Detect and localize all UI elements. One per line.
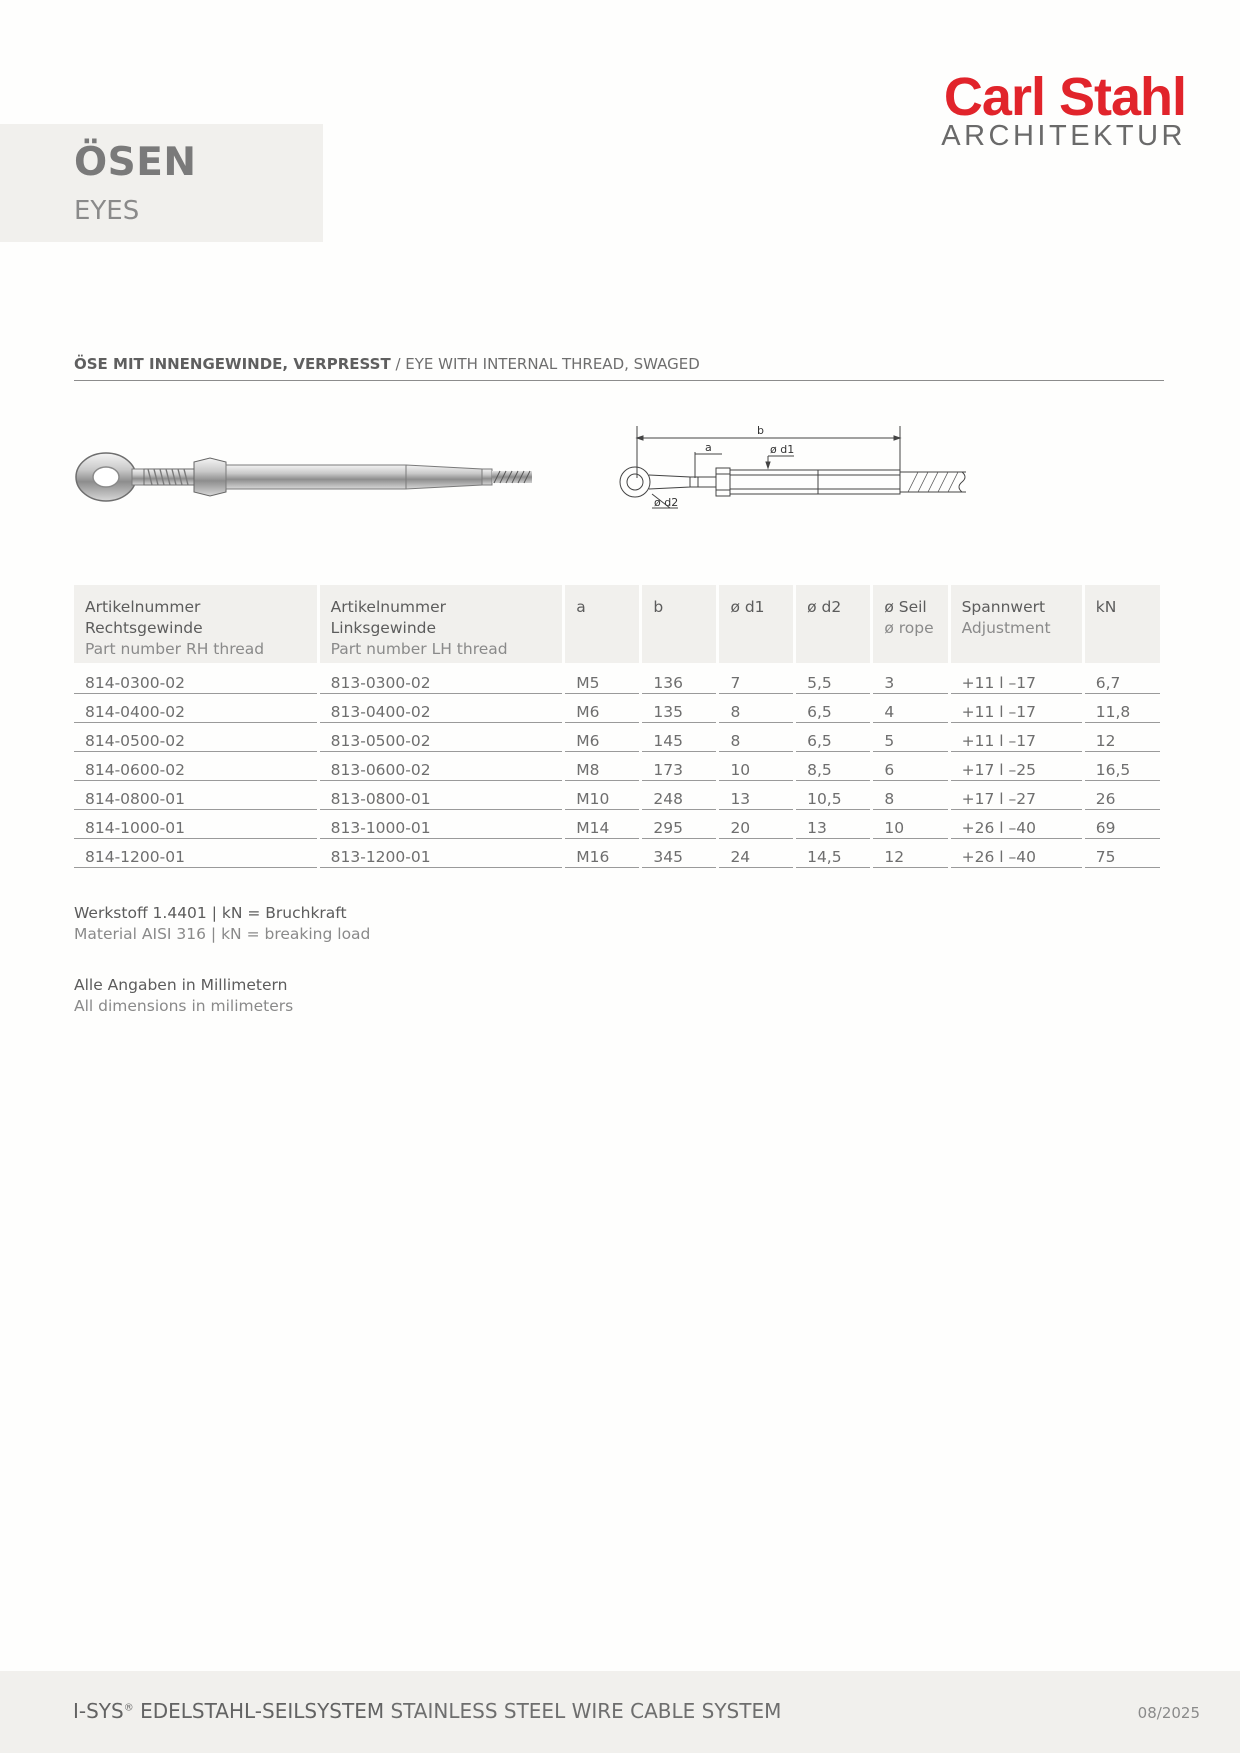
table-cell: M16 [565,839,639,868]
col-header-part-rh [74,585,317,663]
dimensions-note-de: Alle Angaben in Millimetern [74,976,288,994]
material-note [74,903,370,945]
dim-label-d2: ø d2 [654,496,679,509]
page-subtitle: EYES [74,196,140,226]
table-cell: 8 [719,694,793,723]
table-cell: 813-0600-02 [320,752,563,781]
table-cell: 813-0400-02 [320,694,563,723]
table-cell: 814-1000-01 [74,810,317,839]
footer-title-de: EDELSTAHL-SEILSYSTEM [133,1699,385,1723]
table-row [74,752,1160,781]
footer-title [73,1699,781,1723]
table-cell: +17 l –27 [951,781,1082,810]
col-header-de: b [653,598,664,616]
table-cell: +11 l –17 [951,694,1082,723]
table-cell: 3 [873,663,947,694]
table-cell: 136 [642,663,716,694]
table-cell: 295 [642,810,716,839]
table-cell: 813-0500-02 [320,723,563,752]
registered-mark: ® [123,1702,134,1714]
table-cell: 248 [642,781,716,810]
technical-drawing [612,420,982,520]
table-cell: 12 [873,839,947,868]
table-cell: 814-0600-02 [74,752,317,781]
col-header-adjustment [951,585,1082,663]
section-heading [74,355,1164,381]
section-heading-separator: / [390,355,406,373]
table-row [74,694,1160,723]
table-cell: M8 [565,752,639,781]
material-note-en: Material AISI 316 | kN = breaking load [74,925,371,943]
table-cell: 10,5 [796,781,870,810]
table-cell: +26 l –40 [951,810,1082,839]
table-row [74,663,1160,694]
table-cell: 173 [642,752,716,781]
table-cell: 813-1200-01 [320,839,563,868]
dim-label-b: b [757,424,764,437]
col-header-en: ø rope [884,619,934,637]
table-cell: 10 [873,810,947,839]
product-photo [74,440,534,510]
table-cell: M5 [565,663,639,694]
table-cell: 813-0800-01 [320,781,563,810]
col-header-en: Part number LH thread [330,640,508,658]
table-cell: 5 [873,723,947,752]
table-cell: 11,8 [1085,694,1160,723]
col-header-d2 [796,585,870,663]
table-cell: 14,5 [796,839,870,868]
table-cell: M6 [565,694,639,723]
table-row [74,781,1160,810]
col-header-a [565,585,639,663]
table-cell: 10 [719,752,793,781]
table-cell: 6,5 [796,694,870,723]
footer [0,1671,1240,1753]
page-title: ÖSEN [74,140,197,185]
table-cell: M14 [565,810,639,839]
table-cell: 69 [1085,810,1160,839]
table-header-row [74,585,1160,663]
table-cell: 814-0500-02 [74,723,317,752]
material-note-de: Werkstoff 1.4401 | kN = Bruchkraft [74,904,347,922]
col-header-d1 [719,585,793,663]
table-cell: 345 [642,839,716,868]
col-header-part-lh [320,585,563,663]
col-header-de: Spannwert [961,598,1046,616]
table-cell: 7 [719,663,793,694]
col-header-en: Part number RH thread [85,640,265,658]
col-header-de: Artikelnummer Linksgewinde [330,598,447,637]
col-header-b [642,585,716,663]
table-cell: 20 [719,810,793,839]
col-header-de: kN [1095,598,1117,616]
table-cell: 813-0300-02 [320,663,563,694]
col-header-de: a [576,598,586,616]
table-cell: 813-1000-01 [320,810,563,839]
table-cell: 814-0800-01 [74,781,317,810]
table-cell: 6 [873,752,947,781]
brand-logo-sub: ARCHITEKTUR [941,120,1186,152]
table-cell: 26 [1085,781,1160,810]
col-header-de: ø d2 [807,598,842,616]
table-cell: 814-1200-01 [74,839,317,868]
table-cell: +11 l –17 [951,663,1082,694]
footer-title-en: STAINLESS STEEL WIRE CABLE SYSTEM [384,1699,782,1723]
col-header-rope [873,585,947,663]
table-cell: 5,5 [796,663,870,694]
col-header-de: ø Seil [884,598,927,616]
table-cell: 16,5 [1085,752,1160,781]
dimensions-note [74,975,293,1017]
table-cell: +17 l –25 [951,752,1082,781]
section-heading-en: EYE WITH INTERNAL THREAD, SWAGED [405,355,700,373]
dimensions-note-en: All dimensions in milimeters [74,997,294,1015]
table-cell: 814-0400-02 [74,694,317,723]
table-row [74,810,1160,839]
table-cell: 6,7 [1085,663,1160,694]
col-header-kn [1085,585,1160,663]
table-cell: 13 [719,781,793,810]
dim-label-a: a [705,441,712,454]
brand-logo-name: Carl Stahl [943,67,1186,127]
table-cell: +26 l –40 [951,839,1082,868]
col-header-de: ø d1 [730,598,765,616]
table-cell: 4 [873,694,947,723]
table-cell: 135 [642,694,716,723]
footer-date: 08/2025 [1137,1704,1200,1722]
table-cell: 8 [719,723,793,752]
section-heading-de: ÖSE MIT INNENGEWINDE, VERPRESST [74,355,391,373]
table-cell: 6,5 [796,723,870,752]
spec-table [71,585,1163,868]
col-header-de: Artikelnummer Rechtsgewinde [85,598,203,637]
table-cell: 8,5 [796,752,870,781]
dim-label-d1: ø d1 [770,443,795,456]
table-cell: 75 [1085,839,1160,868]
table-row [74,723,1160,752]
footer-brand: I-SYS [73,1699,124,1723]
table-cell: M6 [565,723,639,752]
col-header-en: Adjustment [961,619,1051,637]
table-row [74,839,1160,868]
table-cell: 145 [642,723,716,752]
table-cell: 24 [719,839,793,868]
table-cell: 13 [796,810,870,839]
table-cell: 8 [873,781,947,810]
table-cell: 12 [1085,723,1160,752]
table-cell: +11 l –17 [951,723,1082,752]
table-cell: 814-0300-02 [74,663,317,694]
table-cell: M10 [565,781,639,810]
